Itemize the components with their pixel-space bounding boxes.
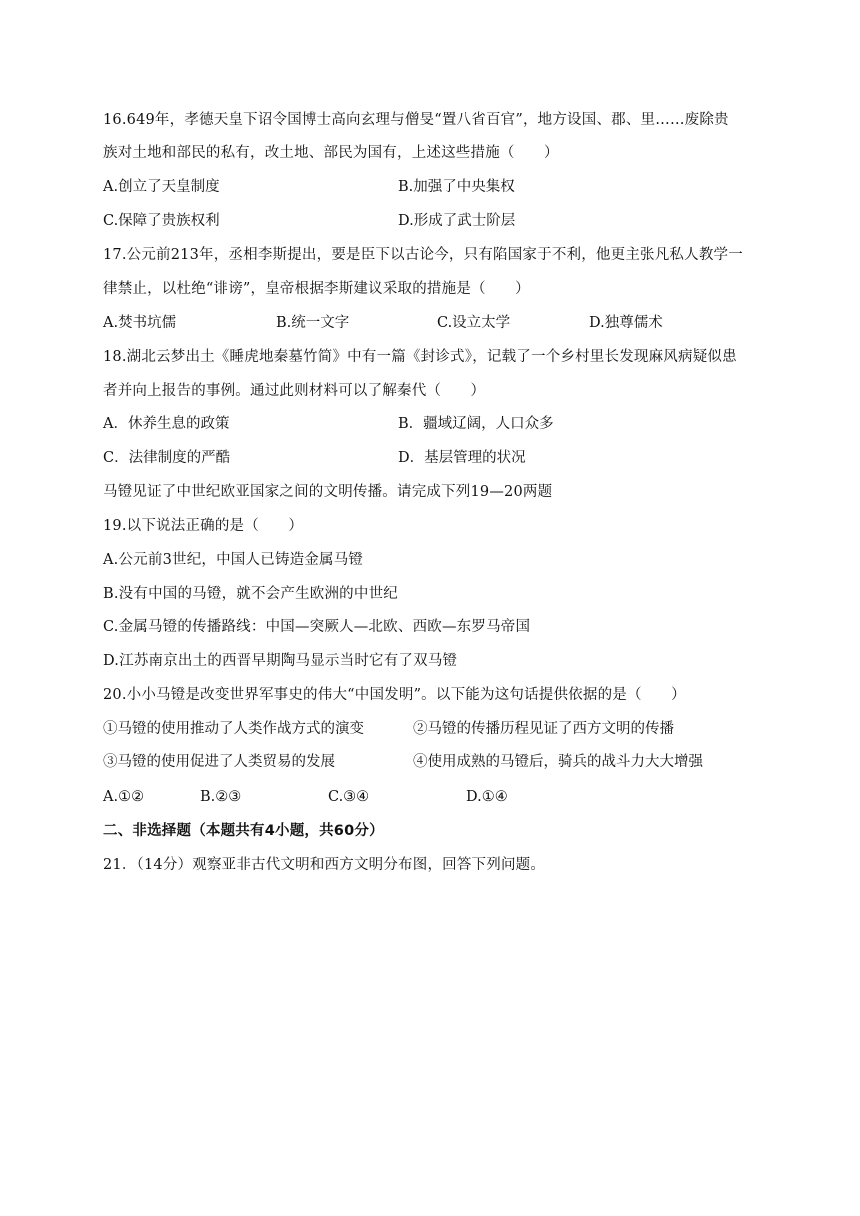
question-18-option-b: B．疆域辽阔，人口众多 (398, 416, 554, 432)
question-16-option-c: C.保障了贵族权利 (103, 213, 220, 229)
section-2-heading: 二、非选择题（本题共有4小题，共60分） (103, 823, 384, 839)
question-20-option-a: A.①② (103, 789, 145, 805)
question-21-stem: 21．（14分）观察亚非古代文明和西方文明分布图，回答下列问题。 (103, 857, 546, 873)
question-16-option-d: D.形成了武士阶层 (398, 213, 516, 229)
question-16-option-a: A.创立了天皇制度 (103, 179, 220, 195)
question-18-stem-line1: 18.湖北云梦出土《睡虎地秦墓竹简》中有一篇《封诊式》，记载了一个乡村里长发现麻风病疑似患 (103, 349, 737, 365)
question-20-option-b: B.②③ (200, 789, 242, 805)
question-20-statement-4: ④使用成熟的马镫后，骑兵的战斗力大大增强 (413, 754, 703, 770)
question-17-option-a: A.焚书坑儒 (103, 315, 177, 331)
question-17-option-d: D.独尊儒术 (589, 315, 663, 331)
question-20-statement-2: ②马镫的传播历程见证了西方文明的传播 (413, 721, 674, 737)
question-19-option-a: A.公元前3世纪，中国人已铸造金属马镫 (103, 552, 364, 568)
question-18-option-d: D．基层管理的状况 (398, 450, 526, 466)
question-20-option-c: C.③④ (328, 789, 370, 805)
question-17-stem-line2: 律禁止，以杜绝“诽谤”，皇帝根据李斯建议采取的措施是（ ） (103, 281, 530, 297)
questions-19-20-intro: 马镫见证了中世纪欧亚国家之间的文明传播。请完成下列19—20两题 (103, 484, 553, 500)
question-18-option-a: A．休养生息的政策 (103, 416, 230, 432)
question-20-statement-1: ①马镫的使用推动了人类作战方式的演变 (103, 721, 364, 737)
question-17-stem-line1: 17.公元前213年，丞相李斯提出，要是臣下以古论今，只有陷国家于不利，他更主张凡私人教学一 (103, 247, 743, 263)
question-18-stem-line2: 者并向上报告的事例。通过此则材料可以了解秦代（ ） (103, 383, 486, 399)
question-20-stem: 20.小小马镫是改变世界军事史的伟大“中国发明”。以下能为这句话提供依据的是（ ） (103, 687, 686, 703)
question-19-stem: 19.以下说法正确的是（ ） (103, 518, 304, 534)
question-19-option-b: B.没有中国的马镫，就不会产生欧洲的中世纪 (103, 586, 398, 602)
question-20-statement-3: ③马镫的使用促进了人类贸易的发展 (103, 754, 335, 770)
question-20-option-d: D.①④ (466, 789, 508, 805)
question-19-option-c: C.金属马镫的传播路线：中国—突厥人—北欧、西欧—东罗马帝国 (103, 619, 531, 635)
question-17-option-b: B.统一文字 (276, 315, 350, 331)
question-18-option-c: C．法律制度的严酷 (103, 450, 231, 466)
question-19-option-d: D.江苏南京出土的西晋早期陶马显示当时它有了双马镫 (103, 653, 458, 669)
question-16-stem-line1: 16.649年，孝德天皇下诏令国博士高向玄理与僧旻“置八省百官”，地方设国、郡、里……废除贵 (103, 112, 729, 128)
question-17-option-c: C.设立太学 (437, 315, 511, 331)
question-16-option-b: B.加强了中央集权 (398, 179, 515, 195)
question-16-stem-line2: 族对土地和部民的私有，改土地、部民为国有，上述这些措施（ ） (103, 145, 559, 161)
